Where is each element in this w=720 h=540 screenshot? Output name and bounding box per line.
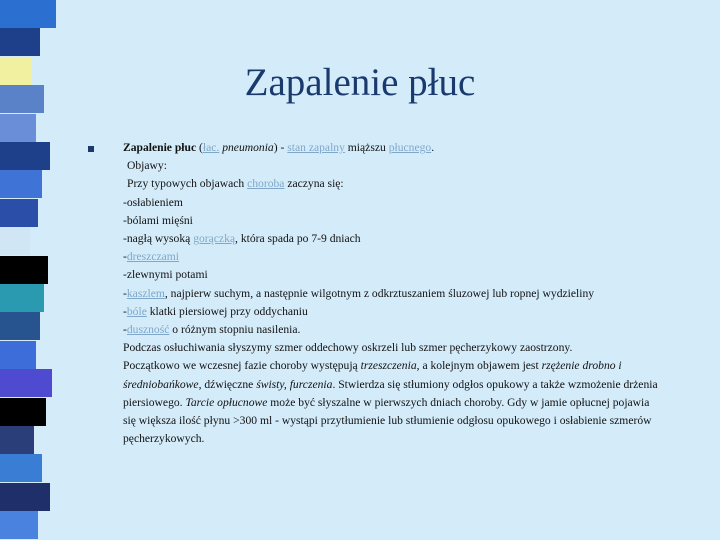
symptom-item <box>123 248 663 266</box>
symptoms-intro <box>123 175 663 193</box>
decorative-stripe <box>0 227 30 255</box>
decorative-stripe <box>0 454 42 482</box>
text: , najpierw suchym, a następnie wilgotnym z odkrztuszaniem śluzowej lub ropnej wydzieliny <box>164 286 595 300</box>
italic-term: świsty, furczenia <box>256 377 333 391</box>
text: może być słyszalne w pierwszych dniach choroby. Gdy w jamie opłucnej pojawia się większa ilość płynu >300 ml - wystąpi przytłumienie lub stłumienie odgłosu opukowego i osłabienie szmerów pęcherzykowych. <box>123 395 652 446</box>
decorative-stripe <box>0 312 40 340</box>
decorative-stripe <box>0 369 52 397</box>
link-plucnego[interactable]: płucnego <box>388 141 432 154</box>
definition-line <box>123 139 663 157</box>
symptom-item <box>123 230 663 248</box>
link-bole[interactable]: bóle <box>126 304 147 318</box>
text: . <box>431 141 435 154</box>
text: Przy typowych objawach <box>127 177 248 191</box>
symptom-item: -zlewnymi potami <box>123 268 208 282</box>
decorative-stripe <box>0 28 40 56</box>
decorative-stripe <box>0 284 44 312</box>
decorative-stripe <box>0 511 38 539</box>
text: o różnym stopniu nasilenia. <box>169 323 301 337</box>
link-kaszel[interactable]: kaszlem <box>126 286 165 300</box>
text: klatki piersiowej przy oddychaniu <box>146 304 308 318</box>
link-dusznosc[interactable]: duszność <box>126 323 170 337</box>
text: , a kolejnym objawem jest <box>416 359 542 373</box>
italic-term: rzężenie drobno i średniobańkowe <box>123 359 622 391</box>
course-paragraph <box>123 357 663 448</box>
decorative-stripe <box>0 398 46 426</box>
text: . Stwierdza się stłumiony odgłos opukowy a także wzmożenie drżenia piersiowego. <box>123 377 658 409</box>
decorative-stripe <box>0 199 38 227</box>
decorative-stripe <box>0 341 36 369</box>
slide-body <box>123 139 663 448</box>
bullet-icon <box>88 146 94 152</box>
decorative-stripe <box>0 426 34 454</box>
text: - <box>123 250 127 264</box>
text: , która spada po 7-9 dniach <box>235 232 361 246</box>
italic-term: Tarcie opłucnowe <box>185 395 268 409</box>
decorative-stripe <box>0 483 50 511</box>
text: , dźwięczne <box>198 377 257 391</box>
link-goraczka[interactable]: gorączką <box>193 232 236 246</box>
link-stan-zapalny[interactable]: stan zapalny <box>287 141 345 154</box>
symptom-item <box>123 321 663 339</box>
symptom-item: -osłabieniem <box>123 195 183 209</box>
text: - <box>123 323 127 337</box>
symptoms-heading: Objawy: <box>127 159 167 173</box>
decorative-stripe <box>0 114 36 142</box>
link-dreszcze[interactable]: dreszczami <box>126 250 180 264</box>
slide-title: Zapalenie płuc <box>244 61 476 104</box>
decorative-stripe <box>0 170 42 198</box>
symptom-item <box>123 303 663 321</box>
text: - <box>123 286 127 300</box>
text: zaczyna się: <box>284 177 344 191</box>
link-lac[interactable]: łac. <box>202 141 220 154</box>
text: miąższu <box>344 141 389 154</box>
text: ) - <box>273 141 288 154</box>
symptom-item <box>123 285 663 303</box>
term-label: Zapalenie płuc <box>123 141 197 154</box>
decorative-stripe <box>0 142 50 170</box>
text: - <box>123 304 127 318</box>
auscultation-paragraph: Podczas osłuchiwania słyszymy szmer oddechowy oskrzeli lub szmer pęcherzykowy zaostrzony. <box>123 341 573 355</box>
decorative-stripe <box>0 256 48 284</box>
decorative-stripe <box>0 0 56 28</box>
text: -nagłą wysoką <box>123 232 194 246</box>
latin-term: pneumonia <box>219 141 274 154</box>
text: Początkowo we wczesnej fazie choroby występują <box>123 359 361 373</box>
text: ( <box>196 141 203 154</box>
symptom-item: -bólami mięśni <box>123 213 193 227</box>
link-choroba[interactable]: choroba <box>247 177 285 191</box>
italic-term: trzeszczenia <box>360 359 417 373</box>
